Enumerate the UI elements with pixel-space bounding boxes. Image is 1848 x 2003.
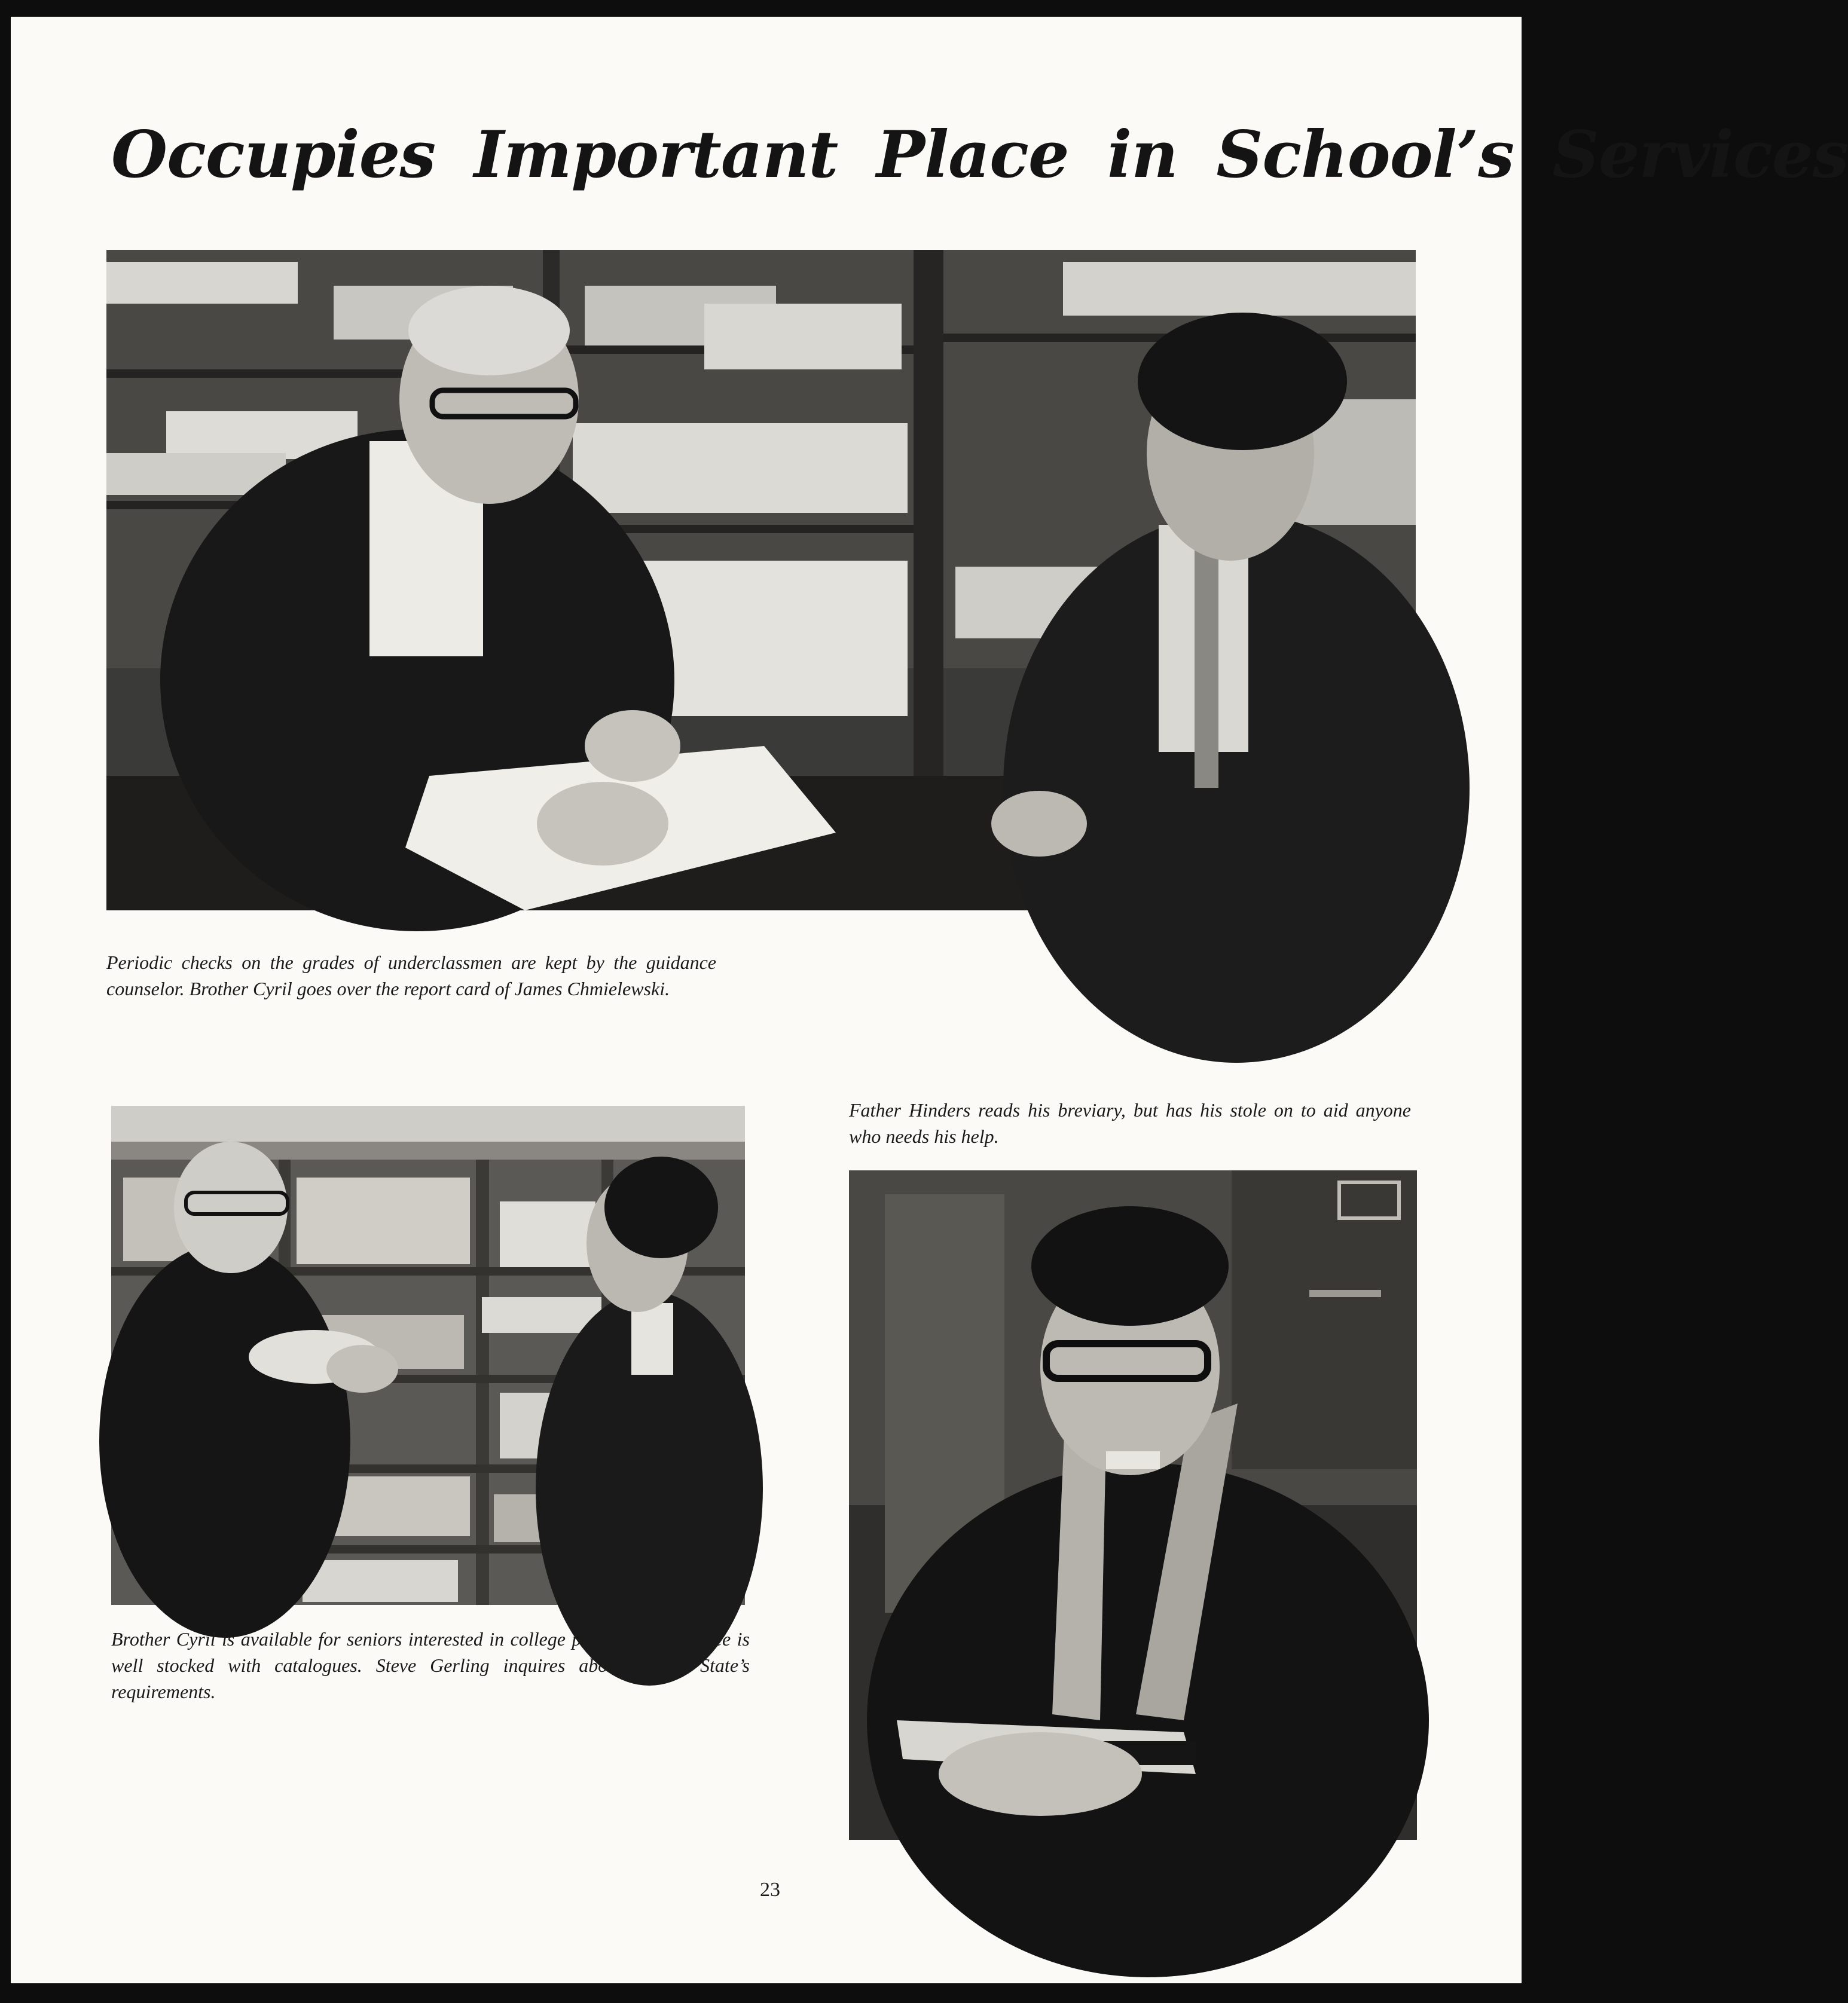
photo-father-hinders-image <box>849 1170 1417 1840</box>
page-number: 23 <box>760 1879 780 1901</box>
photo-college-catalogues <box>111 1106 745 1605</box>
photo-guidance-counselor <box>106 250 1416 910</box>
photo-guidance-counselor-image <box>106 250 1416 910</box>
yearbook-page <box>11 17 1848 1983</box>
photo-college-catalogues-caption: Brother Cyril is available for seniors interested in college prospects. His office is well stocked with catalogues. Steve Gerling inquires about Wayne State’s requirements. <box>111 1628 750 1702</box>
photo-father-hinders-caption: Father Hinders reads his breviary, but has his stole on to aid anyone who needs his help. <box>849 1099 1411 1147</box>
photo-college-catalogues-image <box>111 1106 745 1605</box>
photo-father-hinders <box>849 1170 1417 1840</box>
page-title: Occupies Important Place in School’s Services <box>111 117 1848 192</box>
photo-guidance-counselor-caption: Periodic checks on the grades of underclassmen are kept by the guidance counselor. Brother Cyril goes over the report card of James Chmielewski. <box>106 952 716 999</box>
